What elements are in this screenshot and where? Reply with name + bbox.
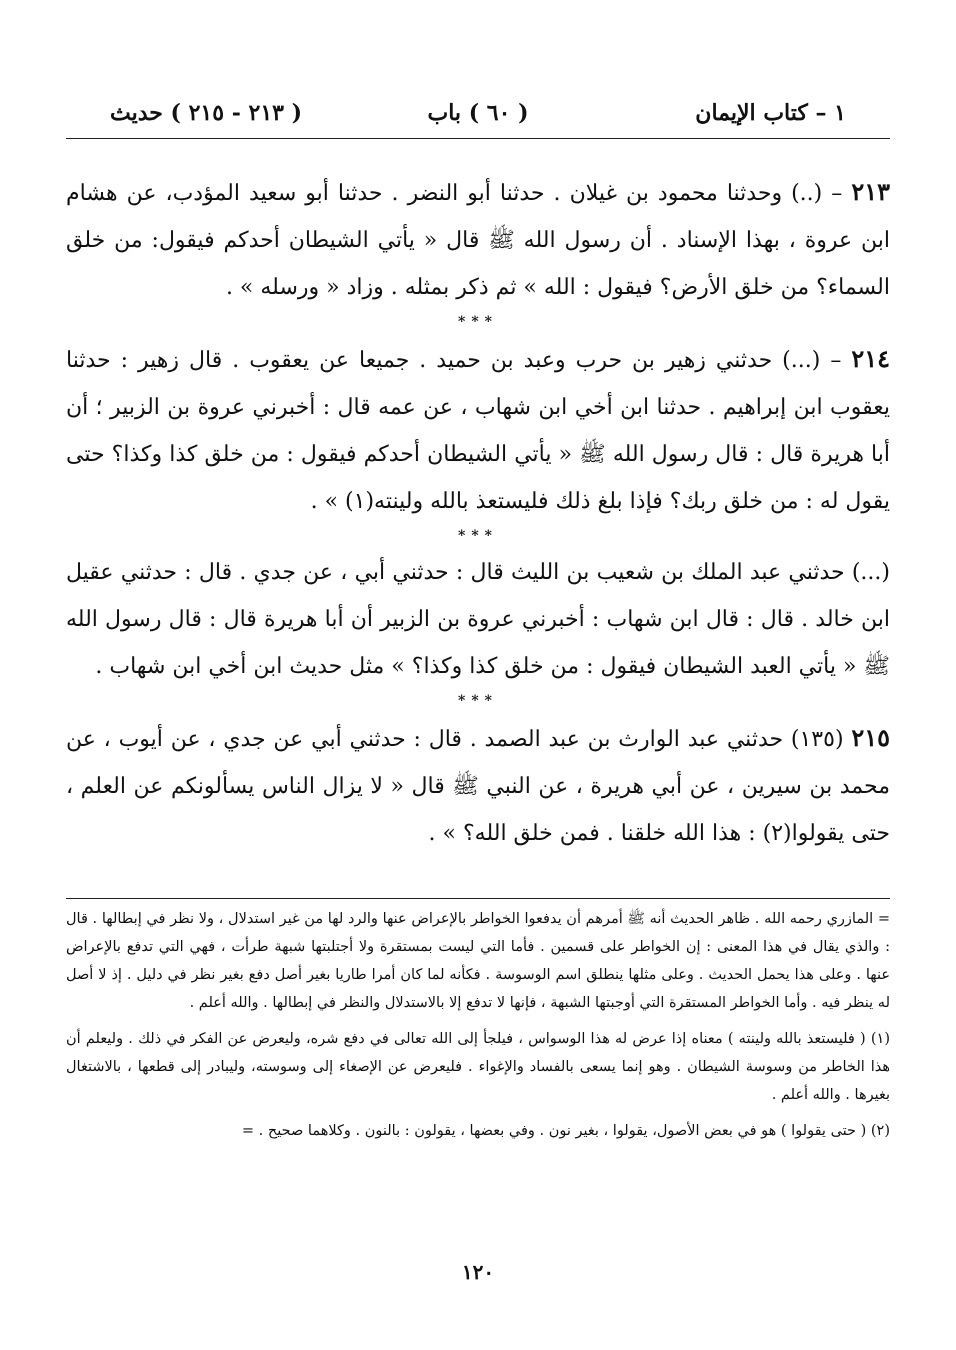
header-chapter: ( ٦٠ ) باب — [427, 100, 529, 126]
page-number: ١٢٠ — [461, 1260, 495, 1284]
header-rule — [66, 138, 890, 139]
hadith-number: ٢١٣ — [851, 177, 890, 206]
footnotes — [66, 905, 890, 1145]
hadith-213 — [66, 168, 890, 311]
hadith-text: (١٣٥) حدثني عبد الوارث بن عبد الصمد . قال : حدثني أبي عن جدي ، عن أيوب ، عن محمد بن سيرين ، عن أبي هريرة ، عن النبي ﷺ قال « لا يزال الناس يسألونكم عن العلم ، حتى يقولوا(٢) : هذا الله خلقنا . فمن خلق الله؟ » . — [66, 727, 890, 846]
footnote-continuation: = المازري رحمه الله . ظاهر الحديث أنه ﷺ أمرهم أن يدفعوا الخواطر بالإعراض عنها والرد لها من غير استدلال ، ولا نظر في إبطالها . قال : والذي يقال في هذا المعنى : إن الخواطر على قسمين . فأما التي ليست بمستقرة ولا أجتلبتها شبهة طرأت ، فهي التي تدفع بالإعراض عنها . وعلى هذا يحمل الحديث . وعلى مثلها ينطلق اسم الوسوسة . فكأنه لما كان أمرا طاريا بغير أصل دفع بغير نظر في دليل . إذ لا أصل له ينظر فيه . وأما الخواطر المستقرة التي أوجبتها الشبهة ، فإنها لا تدفع إلا بالاستدلال والنظر في إبطالها . والله أعلم . — [66, 911, 890, 1011]
running-header — [110, 100, 846, 136]
section-separator: *** — [458, 693, 498, 709]
footnote-1: (١) ( فليستعذ بالله ولينته ) معناه إذا عرض له هذا الوسواس ، فيلجأ إلى الله تعالى في دفع شره، وليعرض عن الفكر في ذلك . وليعلم أن هذا الخاطر من وسوسة الشيطان . وهو إنما يسعى بالفساد والإغواء . فليعرض عن الإصغاء إلى وسوسته، وليبادر إلى قطعها ، بالاشتغال بغيرها . والله أعلم . — [66, 1031, 891, 1103]
main-text — [66, 168, 890, 857]
section-separator: *** — [458, 528, 498, 544]
hadith-text: – (..) وحدثنا محمود بن غيلان . حدثنا أبو النضر . حدثنا أبو سعيد المؤدب، عن هشام ابن عروة ، بهذا الإسناد . أن رسول الله ﷺ قال « يأتي الشيطان أحدكم فيقول: من خلق السماء؟ من خلق الأرض؟ فيقول : الله » ثم ذكر بمثله . وزاد « ورسله » . — [66, 181, 890, 300]
hadith-215 — [66, 714, 890, 857]
hadith-number: ٢١٥ — [851, 723, 891, 752]
footnote-2: (٢) ( حتى يقولوا ) هو في بعض الأصول، يقولوا ، بغير نون . وفي بعضها ، يقولون : بالنون . وكلاهما صحيح . = — [241, 1123, 890, 1139]
section-separator: *** — [458, 314, 498, 330]
hadith-214 — [66, 335, 890, 525]
header-book-title: ١ – كتاب الإيمان — [695, 100, 846, 126]
hadith-text: – (...) حدثني زهير بن حرب وعبد بن حميد . جميعا عن يعقوب . قال زهير : حدثنا يعقوب ابن إبراهيم . حدثنا ابن أخي ابن شهاب ، عن عمه قال : أخبرني عروة بن الزبير ؛ أن أبا هريرة قال : قال رسول الله ﷺ « يأتي الشيطان أحدكم فيقول : من خلق كذا وكذا؟ حتى يقول له : من خلق ربك؟ فإذا بلغ ذلك فليستعذ بالله ولينته(١) » . — [66, 348, 890, 514]
hadith-number: ٢١٤ — [851, 344, 890, 373]
header-hadith-range: ( ٢١٣ - ٢١٥ ) حديث — [110, 100, 303, 126]
hadith-214-variant — [66, 549, 890, 690]
hadith-text: (...) حدثني عبد الملك بن شعيب بن الليث قال : حدثني أبي ، عن جدي . قال : حدثني عقيل ابن خالد . قال : قال ابن شهاب : أخبرني عروة بن الزبير أن أبا هريرة قال : قال رسول الله ﷺ « يأتي العبد الشيطان فيقول : من خلق كذا وكذا؟ » مثل حديث ابن أخي ابن شهاب . — [66, 560, 890, 679]
footnote-rule — [66, 898, 890, 899]
